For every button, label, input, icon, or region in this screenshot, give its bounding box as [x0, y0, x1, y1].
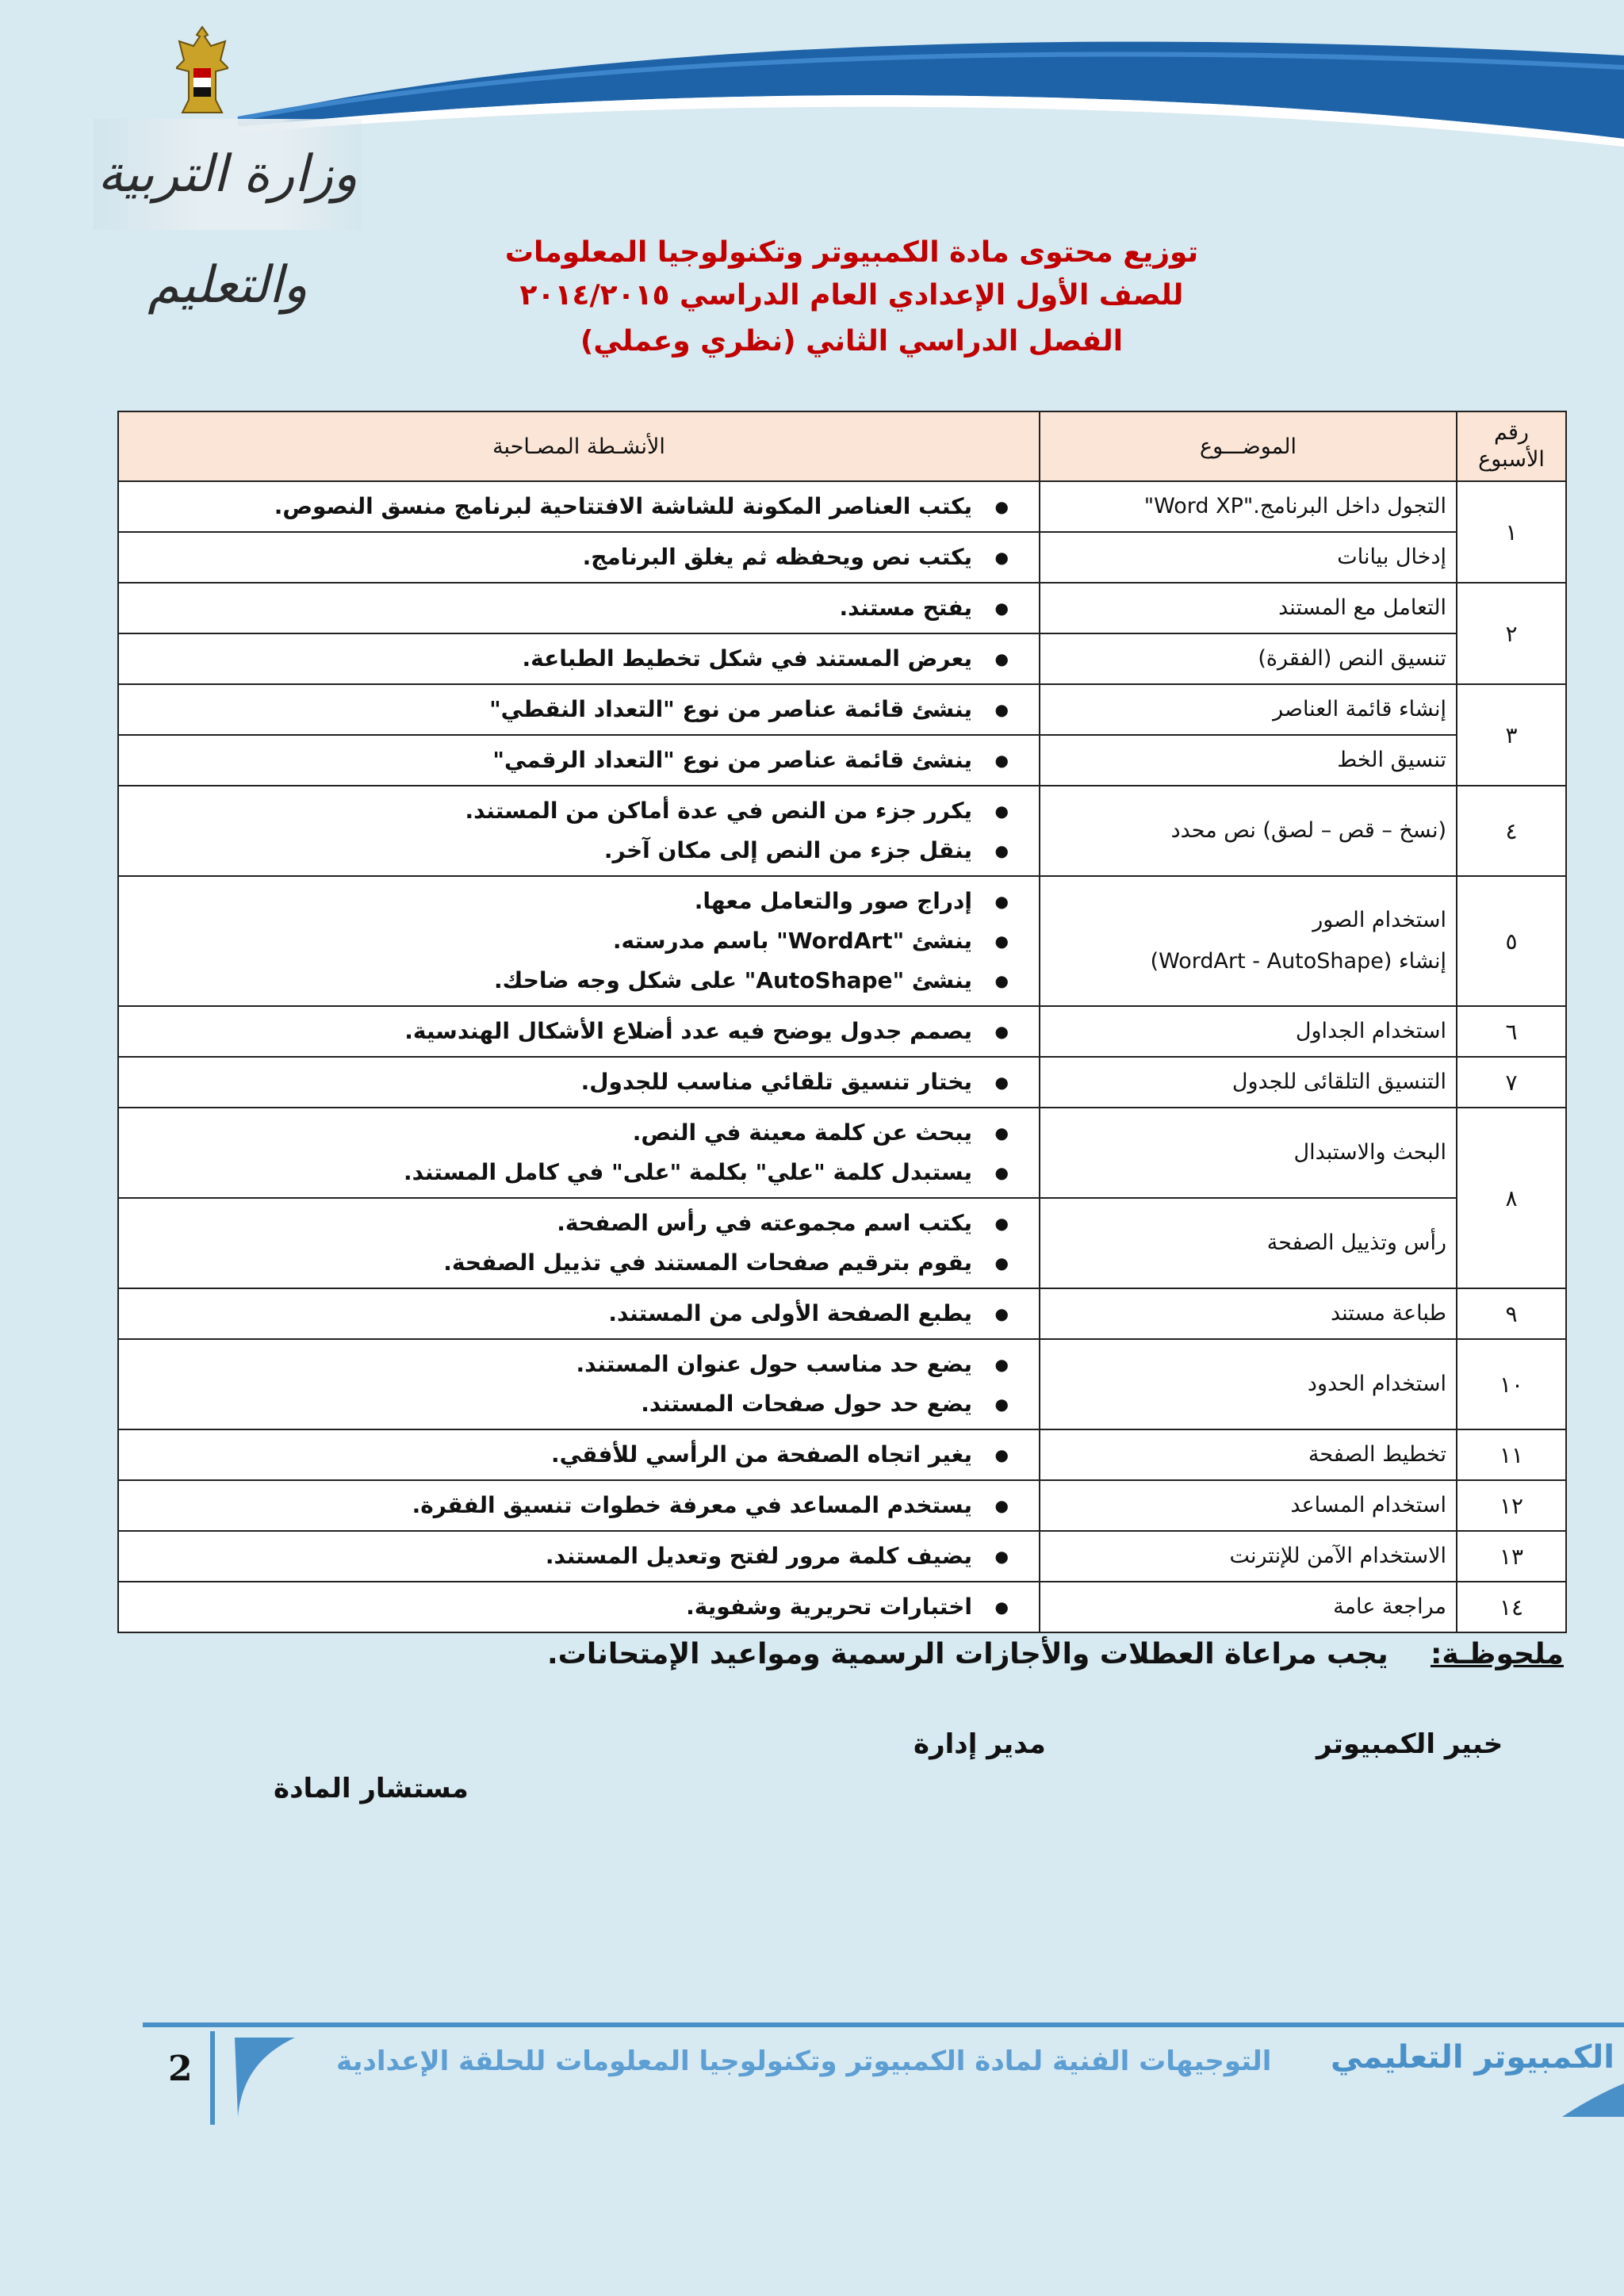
- activities-list: [128, 588, 1009, 628]
- egypt-eagle-emblem-icon: [176, 24, 228, 119]
- topic-text: تنسيق الخط: [1337, 748, 1446, 772]
- week-number: ١: [1457, 481, 1566, 583]
- activity-item: ● يصمم جدول يوضح فيه عدد أضلاع الأشكال الهندسية.: [128, 1012, 1009, 1051]
- activities-list: [128, 690, 1009, 729]
- activity-item: ● إدراج صور والتعامل معها.: [128, 882, 1009, 921]
- topic-cell: [1040, 684, 1457, 735]
- week-number: ١٣: [1457, 1531, 1566, 1582]
- activities-cell: [118, 583, 1040, 633]
- table-header-row: [118, 411, 1566, 481]
- header-week: [1457, 411, 1566, 481]
- signature-admin-director: مدير إدارة: [914, 1728, 1046, 1760]
- activities-cell: [118, 1108, 1040, 1198]
- ministry-logo: وزارة التربية والتعليم: [94, 119, 362, 230]
- topic-text-secondary: إنشاء (WordArt - AutoShape): [1150, 949, 1446, 974]
- activities-cell: [118, 684, 1040, 735]
- activity-item: ● يضع حد مناسب حول عنوان المستند.: [128, 1345, 1009, 1384]
- topic-cell: [1040, 1582, 1457, 1632]
- topic-text: التنسيق التلقائى للجدول: [1231, 1070, 1446, 1094]
- activities-cell: [118, 1198, 1040, 1288]
- topic-text: إدخال بيانات: [1337, 545, 1446, 569]
- topic-text: استخدام الحدود: [1307, 1372, 1446, 1396]
- table-body: [118, 481, 1566, 1632]
- topic-cell: [1040, 876, 1457, 1006]
- title-line-2: للصف الأول الإعدادي العام الدراسي ٢٠١٤/٢٠١٥: [519, 279, 1184, 312]
- activities-list: [128, 1294, 1009, 1334]
- activity-item: ● ينشئ "WordArt" باسم مدرسته.: [128, 921, 1009, 961]
- activities-cell: [118, 786, 1040, 876]
- header-week-line1: رقم: [1494, 420, 1529, 445]
- table-row: [118, 876, 1566, 1006]
- table-row: [118, 1006, 1566, 1057]
- activity-item: ● ينشئ قائمة عناصر من نوع "التعداد النقطي": [128, 690, 1009, 729]
- topic-cell: [1040, 583, 1457, 633]
- topic-cell: [1040, 1531, 1457, 1582]
- activities-cell: [118, 633, 1040, 684]
- topic-text: تنسيق النص (الفقرة): [1258, 646, 1446, 671]
- table-row: [118, 1057, 1566, 1108]
- activity-item: ● يغير اتجاه الصفحة من الرأسي للأفقي.: [128, 1435, 1009, 1475]
- table-row: [118, 1339, 1566, 1429]
- topic-cell: [1040, 532, 1457, 583]
- activity-item: ● يطبع الصفحة الأولى من المستند.: [128, 1294, 1009, 1334]
- week-number: ١٤: [1457, 1582, 1566, 1632]
- table-row: [118, 684, 1566, 735]
- activity-item: ● يكتب العناصر المكونة للشاشة الافتتاحية لبرنامج منسق النصوص.: [128, 487, 1009, 526]
- activity-item: ● يقوم بترقيم صفحات المستند في تذييل الصفحة.: [128, 1243, 1009, 1283]
- week-number: ٧: [1457, 1057, 1566, 1108]
- topic-cell: [1040, 1480, 1457, 1531]
- activities-cell: [118, 1057, 1040, 1108]
- table-row: [118, 1198, 1566, 1288]
- activities-list: [128, 1435, 1009, 1475]
- activities-cell: [118, 1582, 1040, 1632]
- activities-list: [128, 1113, 1009, 1192]
- header-activities: الأنشـطة المصـاحبة: [118, 411, 1040, 481]
- table-row: [118, 786, 1566, 876]
- activities-cell: [118, 1006, 1040, 1057]
- topic-cell: [1040, 1198, 1457, 1288]
- activities-cell: [118, 1339, 1040, 1429]
- table-row: [118, 481, 1566, 532]
- table-row: [118, 1582, 1566, 1632]
- activities-cell: [118, 532, 1040, 583]
- activities-list: [128, 1536, 1009, 1576]
- note-text: يجب مراعاة العطلات والأجازات الرسمية ومواعيد الإمتحانات.: [547, 1638, 1388, 1670]
- topic-text: الاستخدام الآمن للإنترنت: [1229, 1544, 1446, 1568]
- topic-text: تخطيط الصفحة: [1308, 1442, 1446, 1467]
- title-line-3: الفصل الدراسي الثاني (نظري وعملي): [580, 325, 1124, 358]
- topic-text: البحث والاستبدال: [1293, 1140, 1446, 1165]
- table-row: [118, 532, 1566, 583]
- activities-cell: [118, 1429, 1040, 1480]
- week-number: ٣: [1457, 684, 1566, 786]
- table-row: [118, 1429, 1566, 1480]
- activities-cell: [118, 1531, 1040, 1582]
- activity-item: ● يبحث عن كلمة معينة في النص.: [128, 1113, 1009, 1153]
- activities-cell: [118, 1480, 1040, 1531]
- activity-item: ● يستبدل كلمة "علي" بكلمة "على" في كامل المستند.: [128, 1153, 1009, 1192]
- table-row: [118, 1288, 1566, 1339]
- topic-text: إنشاء قائمة العناصر: [1273, 697, 1446, 721]
- table-row: [118, 633, 1566, 684]
- activities-list: [128, 740, 1009, 780]
- signature-subject-consultant: مستشار المادة: [274, 1773, 469, 1804]
- topic-text: استخدام المساعد: [1290, 1493, 1446, 1517]
- activity-item: ● يكرر جزء من النص في عدة أماكن من المستند.: [128, 791, 1009, 831]
- table-row: [118, 1480, 1566, 1531]
- activity-item: ● يفتح مستند.: [128, 588, 1009, 628]
- title-line-1: توزيع محتوى مادة الكمبيوتر وتكنولوجيا المعلومات: [504, 236, 1199, 269]
- footer-brand: الكمبيوتر التعليمي: [1331, 2039, 1614, 2076]
- week-number: ٤: [1457, 786, 1566, 876]
- week-number: ٦: [1457, 1006, 1566, 1057]
- activities-cell: [118, 481, 1040, 532]
- topic-cell: [1040, 1339, 1457, 1429]
- activities-list: [128, 1486, 1009, 1525]
- curriculum-table: [117, 411, 1567, 1633]
- topic-cell: [1040, 633, 1457, 684]
- week-number: ٨: [1457, 1108, 1566, 1288]
- page-number: 2: [168, 2049, 193, 2089]
- activities-list: [128, 1587, 1009, 1627]
- activity-item: ● يستخدم المساعد في معرفة خطوات تنسيق الفقرة.: [128, 1486, 1009, 1525]
- header-week-line2: الأسبوع: [1478, 447, 1545, 472]
- activities-list: [128, 487, 1009, 526]
- activity-item: ● اختبارات تحريرية وشفوية.: [128, 1587, 1009, 1627]
- topic-cell: [1040, 1057, 1457, 1108]
- topic-text: رأس وتذييل الصفحة: [1266, 1230, 1446, 1255]
- topic-text: التجول داخل البرنامج."Word XP": [1143, 494, 1446, 519]
- topic-text: استخدام الصور: [1312, 908, 1446, 932]
- table-row: [118, 1108, 1566, 1198]
- activity-item: ● يكتب اسم مجموعته في رأس الصفحة.: [128, 1203, 1009, 1243]
- footer-subtitle: التوجيهات الفنية لمادة الكمبيوتر وتكنولوجيا المعلومات للحلقة الإعدادية: [336, 2045, 1272, 2077]
- activities-list: [128, 538, 1009, 577]
- topic-cell: [1040, 481, 1457, 532]
- activities-list: [128, 1345, 1009, 1424]
- header-topic: الموضـــوع: [1040, 411, 1457, 481]
- activity-item: ● يضيف كلمة مرور لفتح وتعديل المستند.: [128, 1536, 1009, 1576]
- topic-text: استخدام الجداول: [1295, 1019, 1446, 1043]
- table-row: [118, 583, 1566, 633]
- topic-cell: [1040, 1288, 1457, 1339]
- activities-cell: [118, 735, 1040, 786]
- topic-cell: [1040, 1108, 1457, 1198]
- topic-cell: [1040, 735, 1457, 786]
- topic-cell: [1040, 1006, 1457, 1057]
- table-row: [118, 1531, 1566, 1582]
- activities-cell: [118, 1288, 1040, 1339]
- note-label: ملحوظـة:: [1431, 1638, 1564, 1670]
- activities-list: [128, 1012, 1009, 1051]
- topic-text: طباعة مستند: [1330, 1301, 1446, 1326]
- week-number: ١٢: [1457, 1480, 1566, 1531]
- week-number: ٢: [1457, 583, 1566, 684]
- activity-item: ● يعرض المستند في شكل تخطيط الطباعة.: [128, 639, 1009, 679]
- activities-list: [128, 639, 1009, 679]
- topic-text: مراجعة عامة: [1333, 1594, 1446, 1619]
- activities-cell: [118, 876, 1040, 1006]
- topic-text: (نسخ – قص – لصق) نص محدد: [1170, 818, 1446, 843]
- activity-item: ● ينشئ قائمة عناصر من نوع "التعداد الرقمي": [128, 740, 1009, 780]
- activities-list: [128, 791, 1009, 871]
- week-number: ٥: [1457, 876, 1566, 1006]
- activity-item: ● ينشئ "AutoShape" على شكل وجه ضاحك.: [128, 961, 1009, 1001]
- week-number: ١١: [1457, 1429, 1566, 1480]
- activity-item: ● ينقل جزء من النص إلى مكان آخر.: [128, 831, 1009, 871]
- activities-list: [128, 882, 1009, 1001]
- signature-computer-expert: خبير الكمبيوتر: [1316, 1728, 1503, 1760]
- activities-list: [128, 1203, 1009, 1283]
- activity-item: ● يضع حد حول صفحات المستند.: [128, 1384, 1009, 1424]
- activity-item: ● يختار تنسيق تلقائي مناسب للجدول.: [128, 1062, 1009, 1102]
- week-number: ١٠: [1457, 1339, 1566, 1429]
- table-row: [118, 735, 1566, 786]
- topic-cell: [1040, 1429, 1457, 1480]
- week-number: ٩: [1457, 1288, 1566, 1339]
- topic-cell: [1040, 786, 1457, 876]
- activity-item: ● يكتب نص ويحفظه ثم يغلق البرنامج.: [128, 538, 1009, 577]
- activities-list: [128, 1062, 1009, 1102]
- topic-text: التعامل مع المستند: [1278, 595, 1446, 620]
